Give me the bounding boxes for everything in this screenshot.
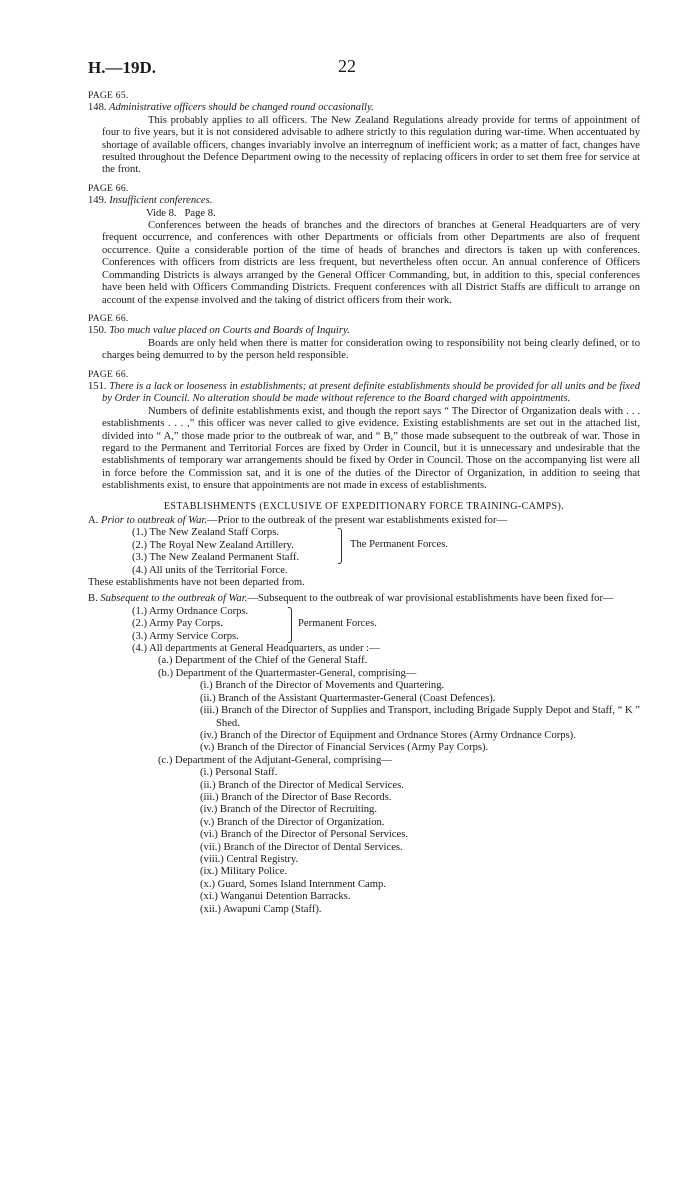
establishments-a-closing: These establishments have not been departed from.	[88, 577, 305, 589]
brace	[338, 528, 342, 564]
list-item: (1.) Army Ordnance Corps.	[132, 605, 249, 617]
section-text-151: Numbers of definite establishments exist, and though the report says “ The Director of Organization deals with . . . establishments . . . ,” this officer was never called to give evidence. Existing establishments are set out in the attached list, divided into “ A,” those made prior to the outbreak of war, and “ B,” those made subsequent to the outbreak of war. Those in regard to the Permanent and Territorial Forces are fixed by Order in Council, but it is unnecessary and undesirable that the establishments of temporary war arrangements should be fixed by Order in Council. Those on the accompanying list were all in force before the Commission sat, and it is one of the duties of the Director of Organization, in addition to seeing that establishments exist, to ensure that appointments are not made in excess of establishments.	[102, 405, 640, 492]
branch-item: (x.) Guard, Somes Island Internment Camp.	[200, 878, 386, 890]
document-body	[88, 90, 640, 916]
branch-item: (i.) Branch of the Director of Movements and Quartering.	[200, 680, 445, 692]
branch-item: (ix.) Military Police.	[200, 866, 288, 878]
list-item: (3.) Army Service Corps.	[132, 630, 239, 642]
department-item: (b.) Department of the Quartermaster-General, comprising—	[158, 667, 417, 679]
branch-item: (ii.) Branch of the Assistant Quartermaster-General (Coast Defences).	[200, 692, 496, 704]
list-item: (4.) All departments at General Headquarters, as under :—	[132, 643, 380, 655]
establishments-title: ESTABLISHMENTS (EXCLUSIVE OF EXPEDITIONARY FORCE TRAINING-CAMPS).	[163, 500, 565, 512]
document-code: H.—19D.	[88, 58, 156, 77]
section-text-150: Boards are only held when there is matter for consideration owing to responsibility not being clearly defined, or to charges being demurred to by the person held responsible.	[102, 337, 640, 362]
page-reference: PAGE 66.	[88, 183, 129, 194]
section-heading-151: 151. There is a lack or looseness in establishments; at present definite establishments should be provided for all units and be fixed by Order in Council. No alteration should be made without reference to the Board charged with appointments.	[88, 380, 641, 405]
list-item: (3.) The New Zealand Permanent Staff.	[132, 552, 299, 564]
page-number: 22	[338, 56, 356, 76]
branch-item: (xi.) Wanganui Detention Barracks.	[200, 891, 351, 903]
section-heading-150: 150. Too much value placed on Courts and Boards of Inquiry.	[88, 325, 350, 337]
department-item: (a.) Department of the Chief of the General Staff.	[158, 655, 368, 667]
list-item: (4.) All units of the Territorial Force.	[132, 564, 288, 576]
branch-item: (v.) Branch of the Director of Organization.	[200, 816, 385, 828]
page-reference: PAGE 65.	[88, 91, 129, 101]
section-heading-149: 149. Insufficient conferences.	[88, 195, 213, 207]
branch-item: (viii.) Central Registry.	[200, 853, 299, 865]
branch-item: (v.) Branch of the Director of Financial Services (Army Pay Corps).	[200, 742, 489, 754]
branch-item: (iii.) Branch of the Director of Supplies and Transport, including Brigade Supply Depot and Staff, “ K ” Shed.	[200, 705, 640, 729]
branch-item: (vii.) Branch of the Director of Dental Services.	[200, 841, 403, 853]
establishments-b-heading: B. Subsequent to the outbreak of War.—Subsequent to the outbreak of war provisional establishments have been fixed for—	[88, 593, 614, 605]
department-item: (c.) Department of the Adjutant-General, comprising—	[158, 754, 392, 766]
branch-item: (iii.) Branch of the Director of Base Records.	[200, 791, 392, 803]
branch-item: (xii.) Awapuni Camp (Staff).	[200, 903, 322, 915]
establishments-a-list	[88, 527, 640, 577]
establishments-a-heading: A. Prior to outbreak of War.—Prior to the outbreak of the present war establishments existed for—	[88, 515, 508, 526]
brace-label: The Permanent Forces.	[350, 539, 448, 551]
section-text-148: This probably applies to all officers. The New Zealand Regulations already provide for terms of appointment of four to five years, but it is not considered advisable to adhere strictly to this regulation during war-time. When accentuated by shortage of available officers, changes invariably involve an interregnum of inefficient work; as a matter of fact, changes have resulted throughout the Defence Department owing to the necessity of replacing officers in order to set them free for service at the front.	[102, 114, 640, 176]
branch-item: (vi.) Branch of the Director of Personal Services.	[200, 829, 408, 841]
branch-item: (i.) Personal Staff.	[200, 767, 278, 779]
branch-item: (iv.) Branch of the Director of Equipment and Ordnance Stores (Army Ordnance Corps).	[200, 729, 576, 741]
establishments-b-list	[88, 606, 640, 656]
list-item: (2.) The Royal New Zealand Artillery.	[132, 539, 294, 551]
page-reference: PAGE 66.	[88, 369, 129, 380]
section-text-149: Conferences between the heads of branches and the directors of branches at General Headquarters are of very frequent occurrence, and conferences with other Departments or officials from other Departments are also of frequent occurrence. Quite a considerable portion of the time of heads of branches and directors is taken up with conferences. Conferences with officers from districts are less frequent, but nevertheless often occur. An annual conference of Officers Commanding Districts is always arranged by the General Officer Commanding, but, in addition to this, special conferences have been held with Officers Commanding Districts. Frequent conferences with all District Staffs are difficult to arrange on account of the expense involved and the taking of district officers from their work.	[102, 220, 640, 306]
vide-reference: Vide 8. Page 8.	[146, 207, 216, 219]
list-item: (2.) Army Pay Corps.	[132, 618, 223, 630]
branch-item: (ii.) Branch of the Director of Medical Services.	[200, 779, 404, 791]
brace	[288, 607, 292, 643]
section-heading-148: 148. Administrative officers should be changed round occasionally.	[88, 102, 374, 114]
brace-label: Permanent Forces.	[298, 617, 377, 629]
branch-item: (iv.) Branch of the Director of Recruiting.	[200, 804, 377, 816]
page-reference: PAGE 66.	[88, 313, 129, 324]
list-item: (1.) The New Zealand Staff Corps.	[132, 527, 279, 539]
